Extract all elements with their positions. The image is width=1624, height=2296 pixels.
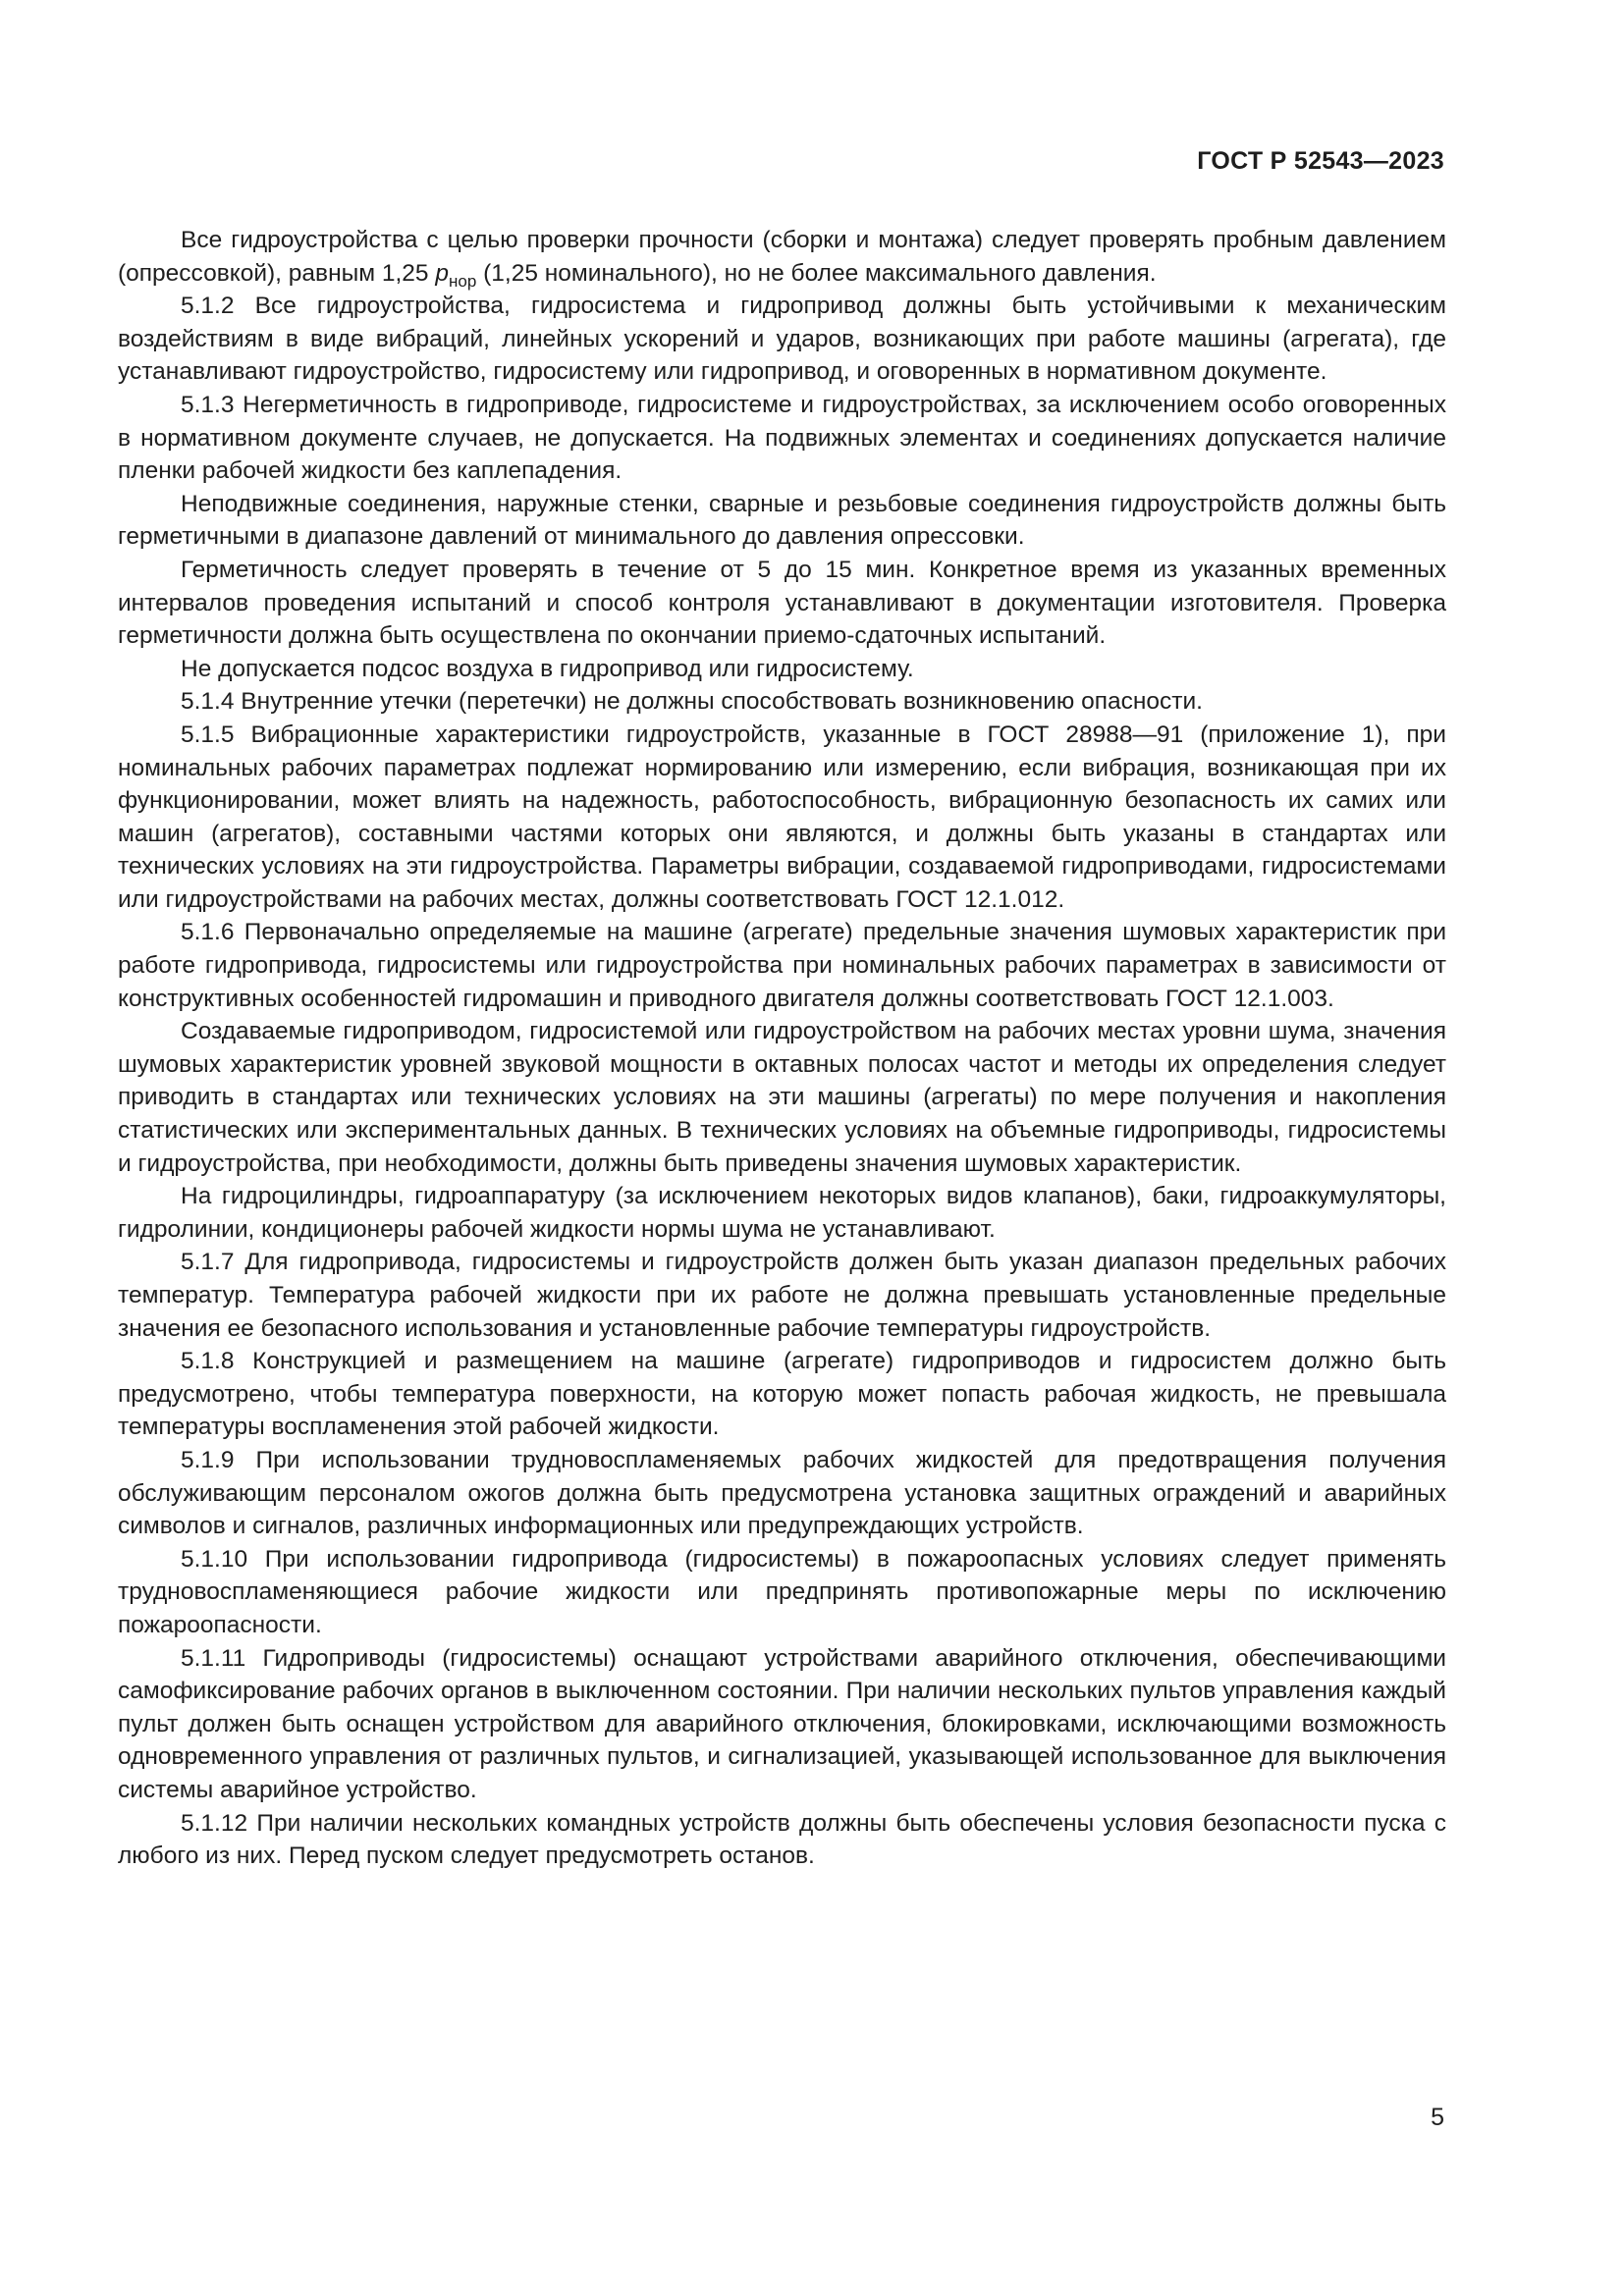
paragraph-intro <box>118 224 1446 290</box>
intro-text-after: (1,25 номинального), но не более максимального давления. <box>476 259 1157 287</box>
intro-text-before: Все гидроустройства с целью проверки прочности (сборки и монтажа) следует проверять пробным давлением (опрессовкой), равным 1,25 <box>118 227 1446 287</box>
pressure-subscript: нор <box>449 271 477 291</box>
paragraph-fixed-joints: Неподвижные соединения, наружные стенки, сварные и резьбовые соединения гидроустройств должны быть герметичными в диапазоне давлений от минимального до давления опрессовки. <box>118 490 1446 551</box>
paragraph-5-1-8: 5.1.8 Конструкцией и размещением на машине (агрегате) гидроприводов и гидросистем должно быть предусмотрено, чтобы температура поверхности, на которую может попасть рабочая жидкость, не превышала температуры воспламенения этой рабочей жидкости. <box>118 1348 1446 1441</box>
paragraph-5-1-4: 5.1.4 Внутренние утечки (перетечки) не должны способствовать возникновению опасности. <box>181 688 1203 716</box>
paragraph-noise-levels: Создаваемые гидроприводом, гидросистемой или гидроустройством на рабочих местах уровни шума, значения шумовых характеристик уровней звуковой мощности в октавных полосах частот и методы их определения следует приводить в стандартах или технических условиях на эти машины (агрегаты) по мере получения и накопления статистических или экспериментальных данных. В технических условиях на объемные гидроприводы, гидросистемы и гидроустройства, при необходимости, должны быть приведены значения шумовых характеристик. <box>118 1018 1446 1177</box>
paragraph-5-1-9: 5.1.9 При использовании трудновоспламеняемых рабочих жидкостей для предотвращения получения обслуживающим персоналом ожогов должна быть предусмотрена установка защитных ограждений и аварийных символов и сигналов, различных информационных или предупреждающих устройств. <box>118 1446 1446 1540</box>
standard-id: ГОСТ Р 52543—2023 <box>1197 147 1444 175</box>
paragraph-5-1-2: 5.1.2 Все гидроустройства, гидросистема и гидропривод должны быть устойчивыми к механическим воздействиям в виде вибраций, линейных ускорений и ударов, возникающих при работе машины (агрегата), где устанавливают гидроустройство, гидросистему или гидропривод, и оговоренных в нормативном документе. <box>118 293 1446 386</box>
document-body <box>118 224 1446 1873</box>
paragraph-5-1-5: 5.1.5 Вибрационные характеристики гидроустройств, указанные в ГОСТ 28988—91 (приложение 1), при номинальных рабочих параметрах подлежат нормированию или измерению, если вибрация, возникающая при их функционировании, может влиять на надежность, работоспособность, вибрационную безопасность их самих или машин (агрегатов), составными частями которых они являются, и должны быть указаны в стандартах или технических условиях на эти гидроустройства. Параметры вибрации, создаваемой гидроприводами, гидросистемами или гидроустройствами на рабочих местах, должны соответствовать ГОСТ 12.1.012. <box>118 721 1446 913</box>
paragraph-5-1-12: 5.1.12 При наличии нескольких командных устройств должны быть обеспечены условия безопасности пуска с любого из них. Перед пуском следует предусмотреть останов. <box>118 1809 1446 1870</box>
paragraph-air-suction: Не допускается подсос воздуха в гидропривод или гидросистему. <box>181 655 914 682</box>
paragraph-5-1-11: 5.1.11 Гидроприводы (гидросистемы) оснащают устройствами аварийного отключения, обеспечивающими самофиксирование рабочих органов в выключенном состоянии. При наличии нескольких пультов управления каждый пульт должен быть оснащен устройством для аварийного отключения, блокировками, исключающими возможность одновременного управления от различных пультов, и сигнализацией, указывающей использованное для выключения системы аварийное устройство. <box>118 1644 1446 1803</box>
paragraph-tightness-check: Герметичность следует проверять в течение от 5 до 15 мин. Конкретное время из указанных временных интервалов проведения испытаний и способ контроля устанавливают в документации изготовителя. Проверка герметичности должна быть осуществлена по окончании приемо-сдаточных испытаний. <box>118 556 1446 650</box>
paragraph-5-1-3: 5.1.3 Негерметичность в гидроприводе, гидросистеме и гидроустройствах, за исключением особо оговоренных в нормативном документе случаев, не допускается. На подвижных элементах и соединениях допускается наличие пленки рабочей жидкости без каплепадения. <box>118 391 1446 485</box>
paragraph-5-1-6: 5.1.6 Первоначально определяемые на машине (агрегате) предельные значения шумовых характеристик при работе гидропривода, гидросистемы или гидроустройства при номинальных рабочих параметрах в зависимости от конструктивных особенностей гидромашин и приводного двигателя должны соответствовать ГОСТ 12.1.003. <box>118 919 1446 1012</box>
paragraph-noise-exceptions: На гидроцилиндры, гидроаппаратуру (за исключением некоторых видов клапанов), баки, гидроаккумуляторы, гидролинии, кондиционеры рабочей жидкости нормы шума не устанавливают. <box>118 1183 1446 1243</box>
paragraph-5-1-10: 5.1.10 При использовании гидропривода (гидросистемы) в пожароопасных условиях следует применять трудновоспламеняющиеся рабочие жидкости или предпринять противопожарные меры по исключению пожароопасности. <box>118 1545 1446 1638</box>
paragraph-5-1-7: 5.1.7 Для гидропривода, гидросистемы и гидроустройств должен быть указан диапазон предельных рабочих температур. Температура рабочей жидкости при их работе не должна превышать установленные предельные значения ее безопасного использования и установленные рабочие температуры гидроустройств. <box>118 1249 1446 1342</box>
document-header <box>1197 147 1444 176</box>
pressure-symbol: p <box>435 259 449 287</box>
page-number: 5 <box>1431 2104 1444 2131</box>
